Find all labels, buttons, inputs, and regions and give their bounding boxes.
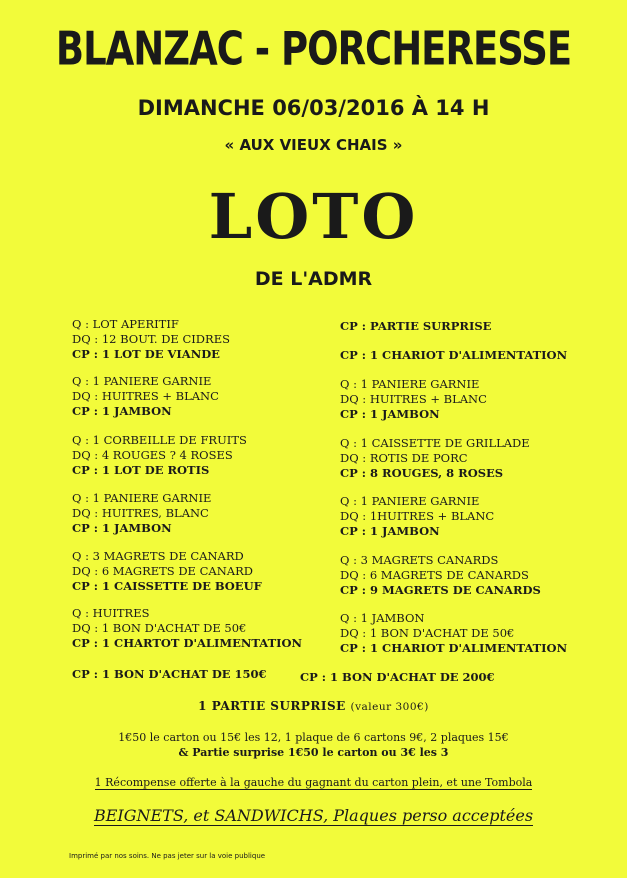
total-left: CP : 1 BON D'ACHAT DE 150€ [72,667,267,681]
prize-cp: CP : 1 LOT DE VIANDE [72,347,220,361]
prize-cp: CP : 1 CHARTOT D'ALIMENTATION [72,636,303,650]
surprise-line [0,699,627,713]
prize-cp: CP : 1 CAISSETTE DE BOEUF [72,579,262,593]
left-block-1 [72,317,230,362]
prize-q: Q : LOT APERITIF [72,317,179,331]
right-block-5 [340,611,567,656]
food-line [0,806,627,825]
reward-text: 1 Récompense offerte à la gauche du gagnant du carton plein, et une Tombola [94,776,533,789]
prize-dq: DQ : 12 BOUT. DE CIDRES [72,332,230,346]
prize-dq: DQ : ROTIS DE PORC [340,451,468,465]
prize-cp: CP : 1 JAMBON [72,404,172,418]
left-block-2 [72,374,219,419]
price-line-2: & Partie surprise 1€50 le carton ou 3€ les 3 [178,746,449,759]
prize-cp: CP : 9 MAGRETS DE CANARDS [340,583,541,597]
prize-q: Q : 1 PANIERE GARNIE [72,491,212,505]
right-top-line-1: CP : PARTIE SURPRISE [340,319,492,333]
prize-q: Q : 1 CORBEILLE DE FRUITS [72,433,247,447]
total-right: CP : 1 BON D'ACHAT DE 200€ [300,670,495,684]
prize-dq: DQ : 1HUITRES + BLANC [340,509,495,523]
left-block-3 [72,433,247,478]
right-block-2 [340,436,530,481]
prize-dq: DQ : HUITRES + BLANC [72,389,219,403]
reward-line [0,776,627,789]
right-block-1 [340,377,487,422]
prize-dq: DQ : 1 BON D'ACHAT DE 50€ [340,626,515,640]
surprise-label: 1 PARTIE SURPRISE [198,699,346,713]
footer-note: Imprimé par nos soins. Ne pas jeter sur la voie publique [69,852,266,860]
right-top-line-2: CP : 1 CHARIOT D'ALIMENTATION [340,348,568,362]
prize-q: Q : 1 CAISSETTE DE GRILLADE [340,436,530,450]
right-block-4 [340,553,541,598]
left-block-5 [72,549,262,594]
event-date: DIMANCHE 06/03/2016 À 14 H [137,96,490,120]
prize-dq: DQ : 6 MAGRETS DE CANARDS [340,568,529,582]
prize-cp: CP : 1 JAMBON [340,407,440,421]
prize-dq: DQ : HUITRES + BLANC [340,392,487,406]
prize-q: Q : 1 JAMBON [340,611,425,625]
prize-dq: DQ : 6 MAGRETS DE CANARD [72,564,253,578]
prize-cp: CP : 1 JAMBON [72,521,172,535]
left-block-6 [72,606,302,651]
event-venue: « AUX VIEUX CHAIS » [224,136,403,154]
event-subtitle: DE L'ADMR [254,268,373,290]
prize-q: Q : 3 MAGRETS CANARDS [340,553,499,567]
prize-q: Q : 1 PANIERE GARNIE [340,494,480,508]
prize-dq: DQ : 4 ROUGES ? 4 ROSES [72,448,233,462]
prize-cp: CP : 8 ROUGES, 8 ROSES [340,466,504,480]
prize-q: Q : 1 PANIERE GARNIE [340,377,480,391]
prize-dq: DQ : 1 BON D'ACHAT DE 50€ [72,621,247,635]
surprise-value: (valeur 300€) [350,701,429,713]
price-line-1: 1€50 le carton ou 15€ les 12, 1 plaque de 6 cartons 9€, 2 plaques 15€ [118,731,509,744]
prize-cp: CP : 1 LOT DE ROTIS [72,463,210,477]
prize-q: Q : 1 PANIERE GARNIE [72,374,212,388]
prize-cp: CP : 1 CHARIOT D'ALIMENTATION [340,641,568,655]
event-name: LOTO [208,180,419,253]
page-title: BLANZAC - PORCHERESSE [55,22,572,76]
left-block-4 [72,491,211,536]
right-block-3 [340,494,494,539]
prize-q: Q : HUITRES [72,606,150,620]
prize-cp: CP : 1 JAMBON [340,524,440,538]
prize-q: Q : 3 MAGRETS DE CANARD [72,549,244,563]
prize-dq: DQ : HUITRES, BLANC [72,506,209,520]
food-text: BEIGNETS, et SANDWICHS, Plaques perso acceptées [93,806,534,825]
